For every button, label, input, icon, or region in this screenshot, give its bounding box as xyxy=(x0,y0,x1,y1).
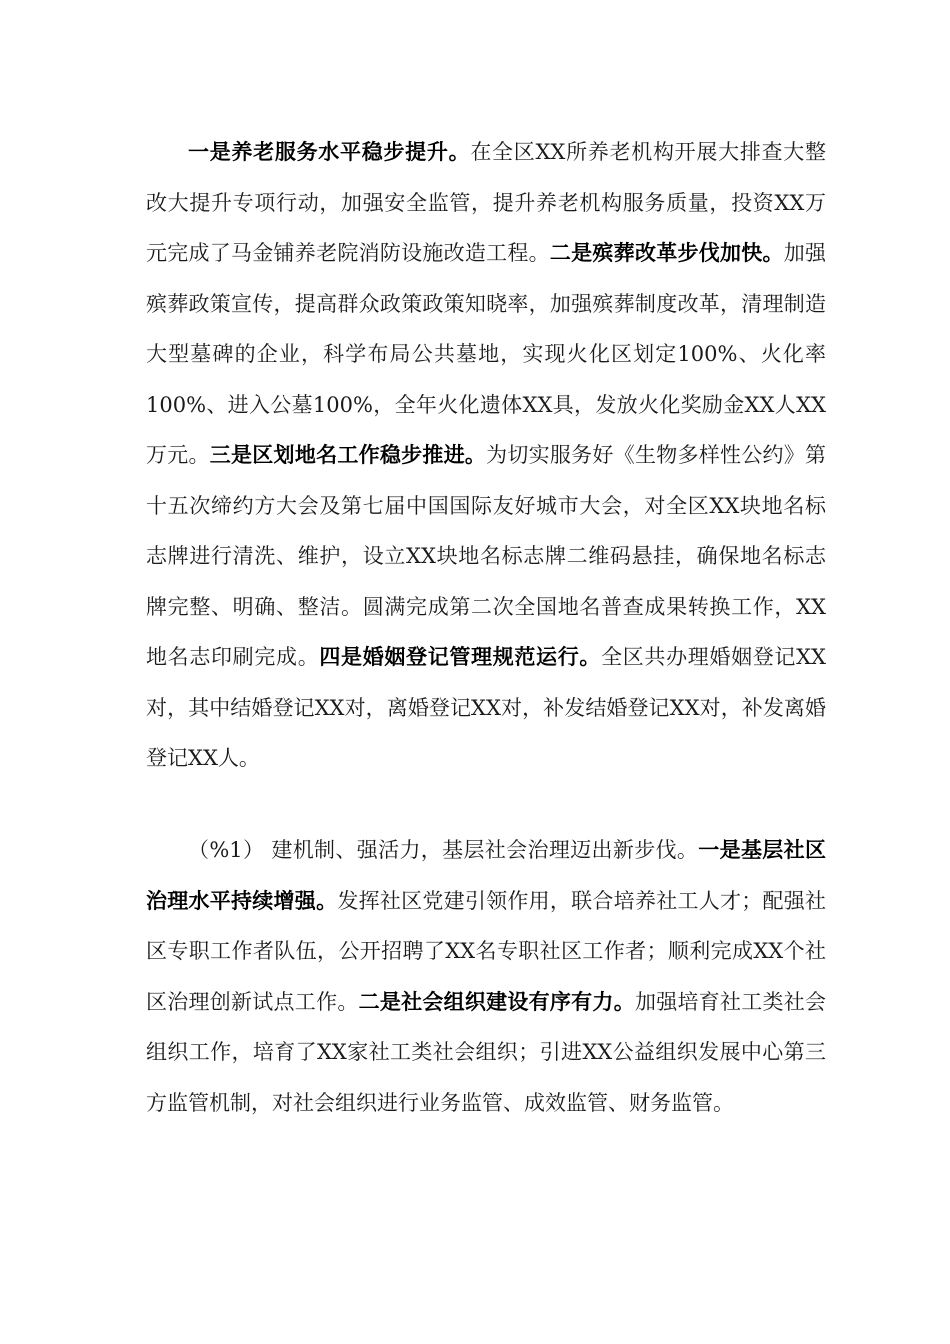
text-marriage-registration: 全区共办理婚姻登记XX对，其中结婚登记XX对，离婚登记XX对，补发结婚登记XX对，补发离婚登记XX人。 xyxy=(146,645,827,770)
heading-community-governance: 一是基层社区治理水平持续增强。 xyxy=(146,838,826,913)
text-elderly-care: 在全区XX所养老机构开展大排查大整改大提升专项行动，加强安全监管，提升养老机构服务质量，投资XX万元完成了马金铺养老院消防设施改造工程。 xyxy=(146,140,826,265)
heading-place-names: 三是区划地名工作稳步推进。 xyxy=(209,443,487,467)
paragraph-grassroots-governance xyxy=(146,825,826,1128)
text-community-governance: 发挥社区党建引领作用，联合培养社工人才；配强社区专职工作者队伍，公开招聘了XX名专职社区工作者；顺利完成XX个社区治理创新试点工作。 xyxy=(146,888,827,1014)
section-heading-grassroots-governance: （%1） 建机制、强活力，基层社会治理迈出新步伐。 xyxy=(188,838,699,862)
text-place-names: 为切实服务好《生物多样性公约》第十五次缔约方大会及第七届中国国际友好城市大会，对全区XX块地名标志牌进行清洗、维护，设立XX块地名标志牌二维码悬挂，确保地名标志牌完整、明确、整洁。圆满完成第二次全国地名普查成果转换工作，XX地名志印刷完成。 xyxy=(146,443,827,669)
heading-elderly-care: 一是养老服务水平稳步提升。 xyxy=(188,140,471,164)
heading-social-organizations: 二是社会组织建设有序有力。 xyxy=(358,989,635,1014)
text-social-organizations: 加强培育社工类社会组织工作，培育了XX家社工类社会组织；引进XX公益组织发展中心第三方监管机制，对社会组织进行业务监管、成效监管、财务监管。 xyxy=(146,989,827,1115)
paragraph-elderly-care-funeral-place-names-marriage xyxy=(146,127,826,784)
heading-funeral-reform: 二是殡葬改革步伐加快。 xyxy=(549,241,784,265)
text-funeral-reform: 加强殡葬政策宣传，提高群众政策政策知晓率，加强殡葬制度改革，清理制造大型墓碑的企业，科学布局公共墓地，实现火化区划定100%、火化率100%、进入公墓100%，全年火化遗体XX具，发放火化奖励金XX人XX万元。 xyxy=(146,241,827,467)
heading-marriage-registration: 四是婚姻登记管理规范运行。 xyxy=(319,645,602,669)
